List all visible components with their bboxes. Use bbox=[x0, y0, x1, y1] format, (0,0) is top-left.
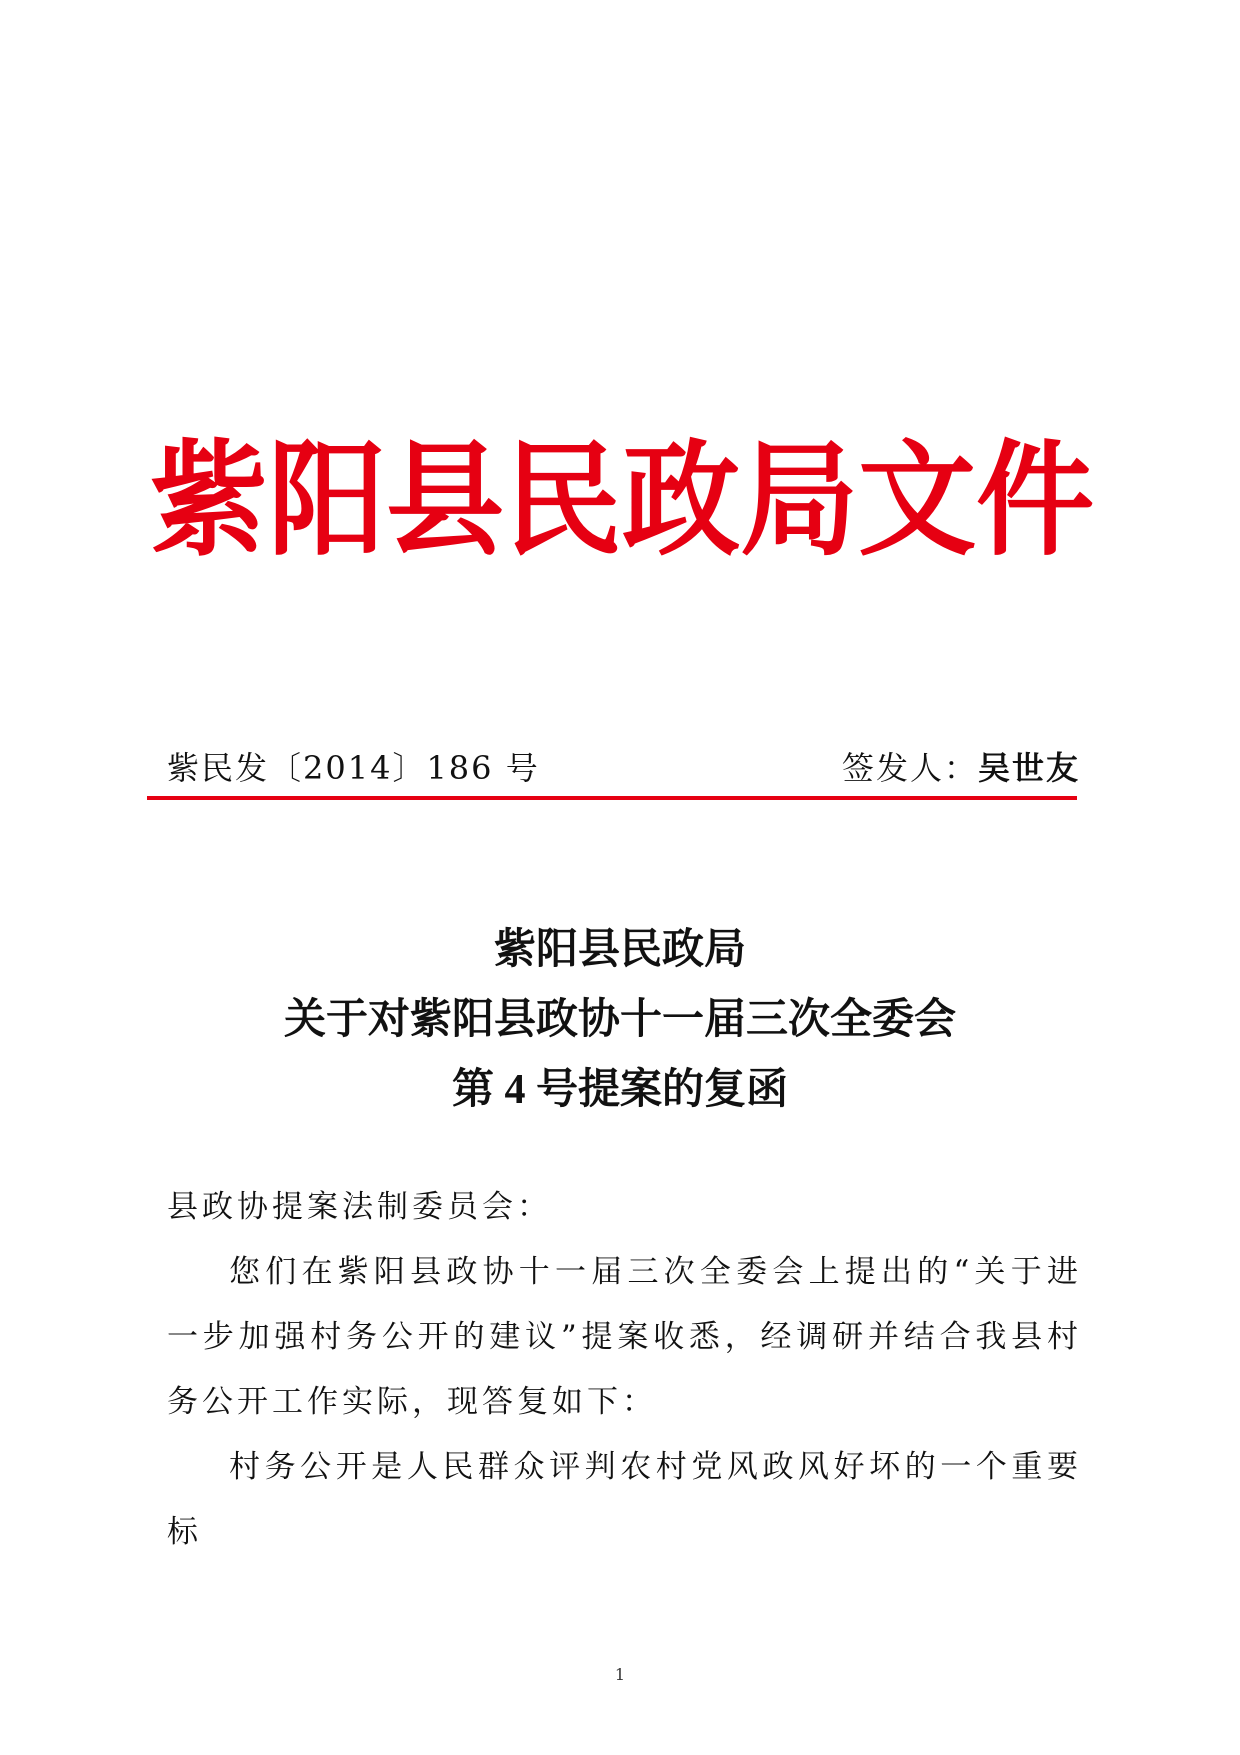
document-title bbox=[0, 915, 1240, 1125]
masthead-char: 局 bbox=[740, 426, 859, 573]
signer bbox=[842, 743, 1080, 789]
masthead-char: 政 bbox=[622, 426, 741, 573]
red-divider-line bbox=[147, 796, 1077, 800]
page-number: 1 bbox=[614, 1665, 626, 1684]
masthead-char: 民 bbox=[504, 426, 623, 573]
signer-label: 签发人： bbox=[841, 749, 978, 787]
signer-name: 吴世友 bbox=[977, 749, 1080, 787]
masthead-char: 件 bbox=[976, 426, 1095, 573]
masthead-title bbox=[150, 425, 1095, 575]
title-line-1: 紫阳县民政局 bbox=[493, 927, 746, 973]
document-body bbox=[167, 1175, 1082, 1565]
salutation: 县政协提案法制委员会： bbox=[167, 1189, 552, 1225]
body-paragraph: 村务公开是人民群众评判农村党风政风好坏的一个重要标 bbox=[167, 1449, 1082, 1550]
body-paragraph: 您们在紫阳县政协十一届三次全委会上提出的“关于进一步加强村务公开的建议”提案收悉，经调研并结合我县村务公开工作实际，现答复如下： bbox=[167, 1254, 1082, 1420]
masthead-char: 文 bbox=[858, 426, 977, 573]
masthead-char: 紫 bbox=[150, 426, 269, 573]
masthead-char: 阳 bbox=[268, 426, 387, 573]
document-number: 紫民发〔2014〕186 号 bbox=[167, 749, 540, 787]
title-line-2: 关于对紫阳县政协十一届三次全委会 bbox=[283, 997, 956, 1043]
title-line-3: 第 4 号提案的复函 bbox=[451, 1067, 788, 1113]
masthead-char: 县 bbox=[386, 426, 505, 573]
